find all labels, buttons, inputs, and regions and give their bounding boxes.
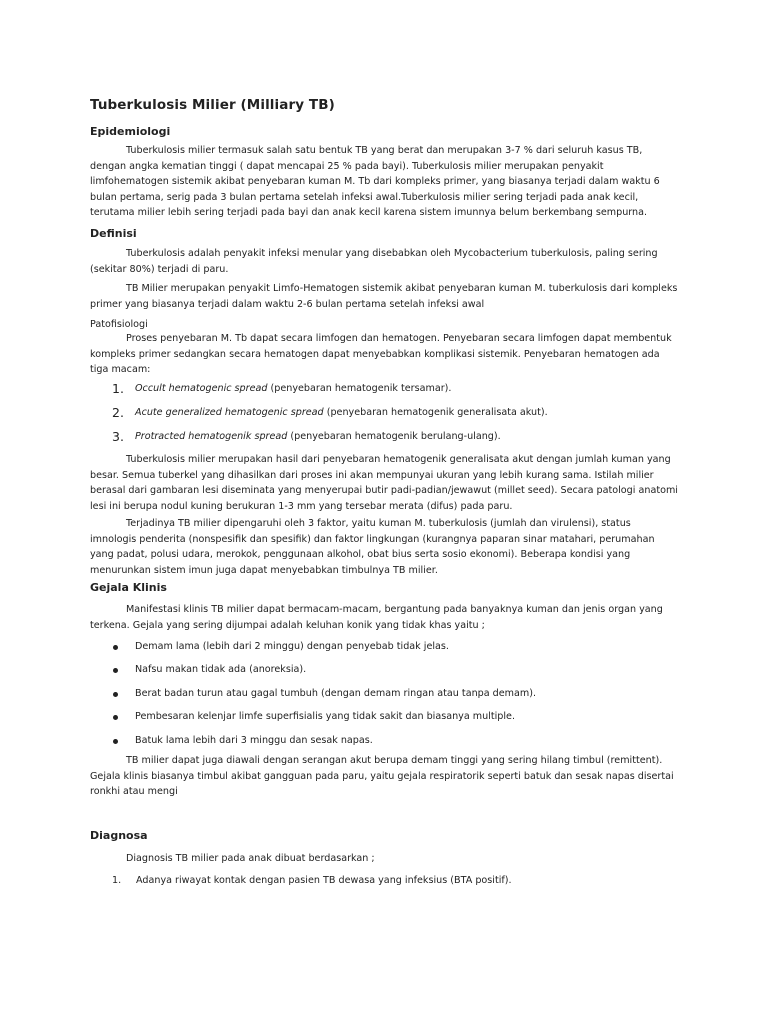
heading-definisi: Definisi — [90, 227, 137, 240]
list-number: 1. — [112, 381, 124, 396]
list-desc: (penyebaran hematogenik berulang-ulang). — [287, 431, 501, 442]
paragraph-gejala: Manifestasi klinis TB milier dapat bermacam-macam, bergantung pada banyaknya kuman dan jenis organ yang terkena. Gejala yang sering dijumpai adalah keluhan konik yang tidak khas yaitu ; — [90, 604, 663, 631]
paragraph-epidemiologi: Tuberkulosis milier termasuk salah satu bentuk TB yang berat dan merupakan 3-7 % dari seluruh kasus TB, dengan angka kematian tinggi ( dapat mencapai 25 % pada bayi). Tuberkulosis milier merupakan penyakit limfohematogen sistemik akibat penyebaran kuman M. Tb dari kompleks primer, yang biasanya terjadi dalam waktu 6 bulan pertama, serig pada 3 bulan pertama setelah infeksi awal.Tuberkulosis milier sering terjadi pada anak kecil, terutama milier lebih sering terjadi pada bayi dan anak kecil karena sistem imunnya belum berkembang sempurna. — [90, 145, 660, 218]
list-text: Adanya riwayat kontak dengan pasien TB dewasa yang infeksius (BTA positif). — [136, 875, 512, 886]
heading-diagnosa: Diagnosa — [90, 829, 148, 842]
paragraph-patofisiologi: Proses penyebaran M. Tb dapat secara limfogen dan hematogen. Penyebaran secara limfogen dapat membentuk kompleks primer sedangkan secara hematogen dapat menyebabkan komplikasi sistemik. Penyebaran hematogen ada tiga macam: — [90, 333, 672, 375]
list-item — [112, 875, 512, 886]
document-title: Tuberkulosis Milier (Milliary TB) — [90, 97, 335, 113]
paragraph-diagnosa-intro: Diagnosis TB milier pada anak dibuat berdasarkan ; — [126, 853, 375, 864]
label-patofisiologi: Patofisiologi — [90, 319, 148, 330]
list-number: 2. — [112, 405, 124, 420]
paragraph-patofisiologi-2: Tuberkulosis milier merupakan hasil dari penyebaran hematogenik generalisata akut dengan jumlah kuman yang besar. Semua tuberkel yang dihasilkan dari proses ini akan mempunyai ukuran yang lebih kurang sama. Istilah milier berasal dari gambaran lesi diseminata yang menyerupai butir padi-padian/jewawut (millet seed). Secara patologi anatomi lesi ini berupa nodul kuning berukuran 1-3 mm yang tersebar merata (difus) pada paru. — [90, 454, 678, 512]
bullet-icon — [113, 668, 118, 673]
list-term: Occult hematogenic spread — [135, 383, 268, 394]
bullet-icon — [113, 739, 118, 744]
bullet-text: Berat badan turun atau gagal tumbuh (dengan demam ringan atau tanpa demam). — [135, 688, 537, 699]
list-desc: (penyebaran hematogenik generalisata akut). — [323, 407, 548, 418]
list-term: Acute generalized hematogenic spread — [135, 407, 324, 418]
paragraph-patofisiologi-3: Terjadinya TB milier dipengaruhi oleh 3 faktor, yaitu kuman M. tuberkulosis (jumlah dan virulensi), status imnologis penderita (nonspesifik dan spesifik) dan faktor lingkungan (kurangnya paparan sinar matahari, perumahan yang padat, polusi udara, merokok, penggunaan alkohol, obat bius serta sosio ekonomi). Beberapa kondisi yang menurunkan sistem imun juga dapat menyebabkan timbulnya TB milier. — [90, 518, 655, 576]
bullet-icon — [113, 645, 118, 650]
bullet-text: Demam lama (lebih dari 2 minggu) dengan penyebab tidak jelas. — [135, 641, 449, 652]
bullet-text: Batuk lama lebih dari 3 minggu dan sesak napas. — [135, 735, 373, 746]
paragraph-definisi-2: TB Milier merupakan penyakit Limfo-Hematogen sistemik akibat penyebaran kuman M. tuberkulosis dari kompleks primer yang biasanya terjadi dalam waktu 2-6 bulan pertama setelah infeksi awal — [90, 283, 678, 310]
bullet-text: Nafsu makan tidak ada (anoreksia). — [135, 664, 307, 675]
paragraph-definisi-1: Tuberkulosis adalah penyakit infeksi menular yang disebabkan oleh Mycobacterium tuberkulosis, paling sering (sekitar 80%) terjadi di paru. — [90, 248, 658, 275]
list-term: Protracted hematogenik spread — [135, 431, 288, 442]
list-desc: (penyebaran hematogenik tersamar). — [267, 383, 452, 394]
list-number: 3. — [112, 429, 124, 444]
bullet-icon — [113, 715, 118, 720]
bullet-text: Pembesaran kelenjar limfe superfisialis yang tidak sakit dan biasanya multiple. — [135, 711, 516, 722]
heading-gejala-klinis: Gejala Klinis — [90, 581, 167, 594]
list-number: 1. — [112, 875, 122, 886]
paragraph-gejala-2: TB milier dapat juga diawali dengan serangan akut berupa demam tinggi yang sering hilang timbul (remittent). Gejala klinis biasanya timbul akibat gangguan pada paru, yaitu gejala respiratorik seperti batuk dan sesak napas disertai ronkhi atau mengi — [90, 755, 674, 797]
heading-epidemiologi: Epidemiologi — [90, 125, 171, 138]
bullet-icon — [113, 692, 118, 697]
